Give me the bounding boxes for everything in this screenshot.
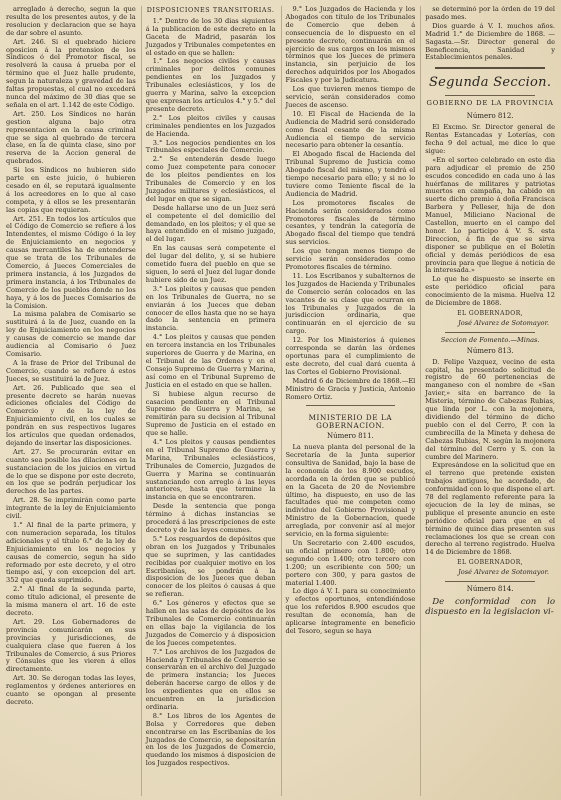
article-paragraph: 6.° Los géneros y efectos que se hallen en las salas de depósitos de los Tribunales de Comercio continuarán en ellas bajo la vigilancia de los Juzgados de Comercio y á disposicion de los Jueces competentes. <box>145 599 276 647</box>
article-paragraph: El Abogado fiscal de Hacienda del Tribunal Supremo de Justicia como Abogado fiscal del mismo, y tendrá el tiempo necesario para ello; y si no lo tuviere como Teniente fiscal de la Audiencia de Madrid. <box>285 150 416 198</box>
divider <box>445 332 535 333</box>
order-number: Número 811. <box>326 432 374 441</box>
column-4 <box>420 6 555 796</box>
article-paragraph: Desde la sentencia que ponga término á dichas instancias se procederá á las prescripciones de este decreto y de las leyes comunes. <box>145 502 276 534</box>
article-paragraph: Art. 26. Publicado que sea el presente decreto se harán nuevas ediciones oficiales del Código de Comercio y de la ley de Enjuiciamiento civil, en los cuales se pondrán en sus respectivos lugares los artículos que quedan ordenados, dejando de insertar las disposiciones. <box>6 383 136 447</box>
article-paragraph: Art. 250. Los Síndicos no harán gestion alguna bajo otra representacion en la causa criminal que se siga al quebrado de tercera clase, en la de quinta clase, sino por reserva de la Accion general de quebrados. <box>6 109 136 166</box>
article-paragraph: Si los Síndicos no hubieren sido parte en este juicio, ó hubieren cesado en él, se reputará igualmente á los acreedores en lo que al caso competa, y á ellos se les presentarán las copias que requieran. <box>6 166 136 214</box>
section-divider <box>435 67 545 69</box>
article-paragraph: 1.° Los negocios civiles y causas criminales por delitos comunes pendientes en los Juzgados y Tribunales eclesiásticos, y los de guerra y Marina, salvo la excepcion que expresan los artículos 4.° y 5.° del presente decreto. <box>145 57 276 113</box>
article-paragraph: Art. 251. En todos los artículos que el Código de Comercio se refiere á los Intendentes, el mismo Código ó la ley de Enjuiciamiento en negocios y causas mercantiles ha de entenderse que se trata de los Tribunales de Comercio, á Jueces Comerciales de primera instancia, á los Juzgados de primera instancia, á los Tribunales de Comercio de los pueblos donde no los haya, y á los de Jueces Comisarios de la Comision. <box>6 214 136 310</box>
column-2 <box>141 6 276 796</box>
article-paragraph: 4.° Los pleitos y causas pendientes en el Tribunal Supremo de Guerra y Marina, Tribunales eclesiásticos, Tribunales de Comercio, Juzgados de Guerra y Marina se continuarán sustanciando con arreglo á las leyes anteriores, hasta que termine la instancia en que se encontraren. <box>145 438 276 502</box>
article-paragraph: 9.° Los Juzgados de Hacienda y los Abogados con título de los Tribunales de Comercio que deben á consecuencia de lo dispuesto en el presente decreto, continuarán en el ejercicio de sus cargos en los mismos términos que los Jueces de primera instancia, sin perjuicio de los derechos adquiridos por los Abogados Fiscales y por la Judicatura. <box>285 6 416 85</box>
article-paragraph: Si hubiese algun recurso de casacion pendiente en el Tribunal Supremo de Guerra y Marina, se remitirán para su decision al Tribunal Supremo de Justicia en el estado en que se halle. <box>145 389 276 438</box>
article-paragraph: 3.° Los negocios pendientes en los Tribunales especiales de Comercio. <box>145 138 276 155</box>
signature-label: EL GOBERNADOR, <box>457 310 524 317</box>
article-paragraph: 2.° Se entenderán desde luego como Juez competente para conocer de los pleitos pendientes en los Tribunales de Comercio y en los Juzgados militares y eclesiásticos, el del lugar en que se sigan. <box>145 155 276 203</box>
article-paragraph: 2.° Al final de la segunda parte, como título adicional, el presente de la misma manera el art. 16 de este decreto. <box>6 585 136 617</box>
article-paragraph: 2.° Los pleitos civiles y causas criminales pendientes en los Juzgados de Hacienda. <box>145 113 276 138</box>
article-paragraph: 5.° Los resguardos de depósitos que obran en los Juzgados y Tribunales que se suprimen, y las cantidades recibidas por cualquier motivo en los Escribanías, se pondrán á la disposicion de los Jueces que deban conocer de los pleitos ó causas á que se refieran. <box>145 534 276 599</box>
article-paragraph: arreglado á derecho, segun la que resulta de los presentes autos, y de la resolucion y declaracion que se haya de dar sobre el asunto. <box>6 6 136 37</box>
article-paragraph: A la frase de Prior del Tribunal de Comercio, cuando se refiere á estos Jueces, se sustituirá la de Juez. <box>6 358 136 383</box>
order-number: Número 812. <box>466 112 514 121</box>
article-paragraph: D. Felipe Vazquez, vecino de esta capital, ha presentado solicitud de registro de 60 pertenencias de manganeso con el nombre de «San Javier,» sita en barranco de la Misteria, término de Cabezas Rubias, que linda por L. con la mojonera, dividiendo del término de dicho pueblo con el del Cerro, P. con la cumbrecilla de la Mineta y dehesa de Cabezas Rubias, N. según la mojonera del término del Cerro y S. con la cumbre del Marinero. <box>425 357 555 461</box>
article-paragraph: Art. 30. Se derogan todas las leyes, reglamentos y órdenes anteriores en cuanto se opongan al presente decreto. <box>6 674 136 706</box>
signature: José Alvarez de Sotomayor. <box>458 318 549 327</box>
article-paragraph: La misma palabra de Comisario se sustituirá á la de Juez, cuando en la ley de Enjuiciamiento en los negocios y causas de comercio se mande dar audiencia al Comisario ó Juez Comisario. <box>6 310 136 358</box>
decree-signoff: Madrid 6 de Diciembre de 1868.—El Ministro de Gracia y Justicia, Antonio Romero Ortiz. <box>285 376 416 401</box>
article-paragraph: Art. 27. Se procurarán evitar en cuanto sea posible las dilaciones en la sustanciacion de los juicios en virtud de lo que se dispone por este decreto, en los que se podrán perjudicar los derechos de las partes. <box>6 447 136 496</box>
final-paragraph: De conformidad con lo dispuesto en la legislacion vi- <box>425 597 555 617</box>
article-paragraph: 4.° Los pleitos y causas que penden en tercera instancia en los Tribunales superiores de Guerra y de Marina, en el Tribunal de las Ordenes y en el Consejo Supremo de Guerra y Marina, así como en el Tribunal Supremo de Justicia en el estado en que se hallen. <box>145 333 276 389</box>
article-paragraph: 7.° Los archivos de los Juzgados de Hacienda y Tribunales de Comercio se conservarán en el archivo del Juzgado de primera instancia; los Jueces deberán hacerse cargo de ellos y de los expedientes que en ellos se encuentren en la jurisdiccion ordinaria. <box>145 647 276 711</box>
article-paragraph: Lo digo á V. I. para su conocimiento y efectos oportunos, entendiéndose que los referidos 8.900 escudos que resultan de economía, han de aplicarse íntegramente en beneficio del Tesoro, segun se haya <box>285 587 416 635</box>
article-paragraph: 11. Los Escribanos y subalternos de los Juzgados de Hacienda y Tribunales de Comercio serán colocados en las vacantes de su clase que ocurran en los Tribunales y Juzgados de la jurisdiccion ordinaria, que continuarán en el ejercicio de su cargo. <box>285 271 416 336</box>
article-paragraph: 10. El Fiscal de Hacienda de la Audiencia de Madrid será considerado como fiscal cesante de la misma Audiencia el tiempo de servicio necesario para obtener la cesantía. <box>285 109 416 150</box>
article-paragraph: 1.° Al final de la parte primera, y con numeracion separada, los títulos adicionales y el título 6.° de la ley de Enjuiciamiento en los negocios y causas de comercio, segun ha sido reformado por este decreto, y el otro tiempo así, y con excepcion del art. 352 que queda suprimido. <box>6 521 136 585</box>
article-paragraph: Art. 246. Si el quebrado hiciere oposicion á la pretension de los Síndicos ó del Promotor fiscal, se resolverá la causa á prueba por el término que el Juez halle prudente, segun la naturaleza y gravedad de las faltas propuestas, el cual no excederá nunca del máximo de 30 dias que se señala en el art. 1.142 de este Código. <box>6 37 136 109</box>
column-1 <box>6 6 136 796</box>
signature-label: EL GOBERNADOR, <box>457 559 524 567</box>
order-number: Número 813. <box>466 346 514 355</box>
article-paragraph: 12. Por los Ministerios á quienes corresponda se darán las órdenes oportunas para el cumplimiento de este decreto, del cual dará cuenta á las Cortes el Gobierno Provisional. <box>285 336 416 376</box>
article-paragraph: Expresándose en la solicitud que en el terreno que pretende existen trabajos antiguos, he acordado, de conformidad con lo que dispone el art. 78 del reglamento referente para la ejecucion de la ley de minas, se publique el presente anuncio en este periódico oficial para que en el término de quince dias presenten sus reclamaciones los que se crean con derecho al terreno registrado. Huelva 14 de Diciembre de 1868. <box>425 461 555 557</box>
column-3 <box>281 6 416 796</box>
order-closing: Dios guarde á V. I. muchos años. Madrid 1.° de Diciembre de 1868. —Sagasta.—Sr. Director general de Beneficencia, Sanidad y Establecimientos penales. <box>425 21 555 62</box>
article-paragraph: Lo que he dispuesto se inserte en este periódico oficial para conocimiento de la misma. Huelva 12 de Diciembre de 1868. <box>425 275 555 308</box>
article-paragraph: La nueva planta del personal de la Secretaría de la Junta superior consultiva de Sanidad, bajo la base de la economía de los 8.900 escudos, acordada en la órden que se publicó en la Gaceta de 20 de Noviembre último, ha dispuesto, en uso de las facultades que me competen como individuo del Gobierno Provisional y Ministro de la Gobernacion, quede arreglada, por convenir así al mejor servicio, en la forma siguiente: <box>285 443 416 539</box>
article-paragraph: Los promotores fiscales de Hacienda serán considerados como Promotores fiscales de término cesantes, y tendrán la categoría de Abogado fiscal del tiempo que tendrá sus servicios. <box>285 198 416 247</box>
divider <box>445 95 535 96</box>
article-paragraph: Desde hallarse uno de un Juez será el competente el del domicilio del demandado, en los pleitos; y el que se haya entendido en el mismo juzgado, el del lugar. <box>145 203 276 244</box>
order-intro: se determinó por la órden de 19 del pasado mes. <box>425 6 555 21</box>
divider <box>306 405 396 406</box>
article-paragraph: Un Secretario con 2.400 escudos, un oficial primero con 1.800; otro segundo con 1.400; otro tercero con 1.200; un escribiente con 500; un portero con 300, y para gastos de material 1.400. <box>285 539 416 587</box>
article-paragraph: Los que tengan menos tiempo de servicio serán considerados como Promotores fiscales de término. <box>285 247 416 271</box>
section-subtitle: Seccion de Fomento.—Minas. <box>440 335 540 344</box>
article-paragraph: 3.° Los pleitos y causas que penden en los Tribunales de Guerra, no se enviarán á los Jueces que deban conocer de ellos hasta que no se haya dado la sentencia en primera instancia. <box>145 284 276 333</box>
divider <box>445 581 535 582</box>
section-title: Segunda Seccion. <box>428 75 552 91</box>
signature: José Alvarez de Sotomayor. <box>458 568 549 577</box>
article-paragraph: Los que tuvieren menos tiempo de servicio, serán considerados como Jueces de ascenso. <box>285 85 416 109</box>
ministry-heading: MINISTERIO DE LA GOBERNACION. <box>308 413 393 431</box>
article-paragraph: 8.° Los libros de los Agentes de Bolsa y Corredores que deben encontrarse en las Escribanías de los Juzgados de Comercio, se depositarán en los de los Juzgados de Comercio, quedando los mismos á disposicion de los Juzgados respectivos. <box>145 711 276 768</box>
article-paragraph: Art. 29. Los Gobernadores de provincia comunicarán en sus provincias y jurisdicciones, de cualquiera clase que fueren á los Tribunales de Comercio, á sus Priores y Cónsules que les vieren á ellos directamente. <box>6 617 136 674</box>
article-paragraph: El Excmo. Sr. Director general de Rentas Estancadas y Loterías, con fecha 9 del actual, me dice lo que sigue: <box>425 123 555 155</box>
article-paragraph: Art. 28. Se imprimirán como parte integrante de la ley de Enjuiciamiento civil. <box>6 496 136 521</box>
transitory-provisions-heading: DISPOSICIONES TRANSITORIAS. <box>146 6 275 14</box>
article-paragraph: 1.° Dentro de los 30 dias siguientes á la publicacion de este decreto en la Gaceta de Madrid, pasarán los Juzgados y Tribunales competentes en el estado en que se hallen: <box>145 16 276 57</box>
order-number: Número 814. <box>466 585 514 594</box>
section-subtitle: GOBIERNO DE LA PROVINCIA <box>426 99 554 108</box>
article-paragraph: «En el sorteo celebrado en este dia para adjudicar el premio de 250 escudos concedido en cada uno á las huérfanas de militares y patriotas muertos en campaña, ha cabido en suerte dicho premio á doña Francisca Barbera y Pelleser, hija de don Manuel, Miliciano Nacional de Castellon, muerto en el campo del honor. Lo participo á V. S. esta Direccion, á fin de que se sirva disponer se publique en el Boletín oficial y demás periódicos de esa provincia para que llegue á noticia de la interesada.» <box>425 155 555 275</box>
article-paragraph: En las causas será competente el del lugar del delito, y, si se hubiere cometido fuera del pueblo en que se siguen, lo será el Juez del lugar donde hubiere sido de un Juez. <box>145 244 276 284</box>
